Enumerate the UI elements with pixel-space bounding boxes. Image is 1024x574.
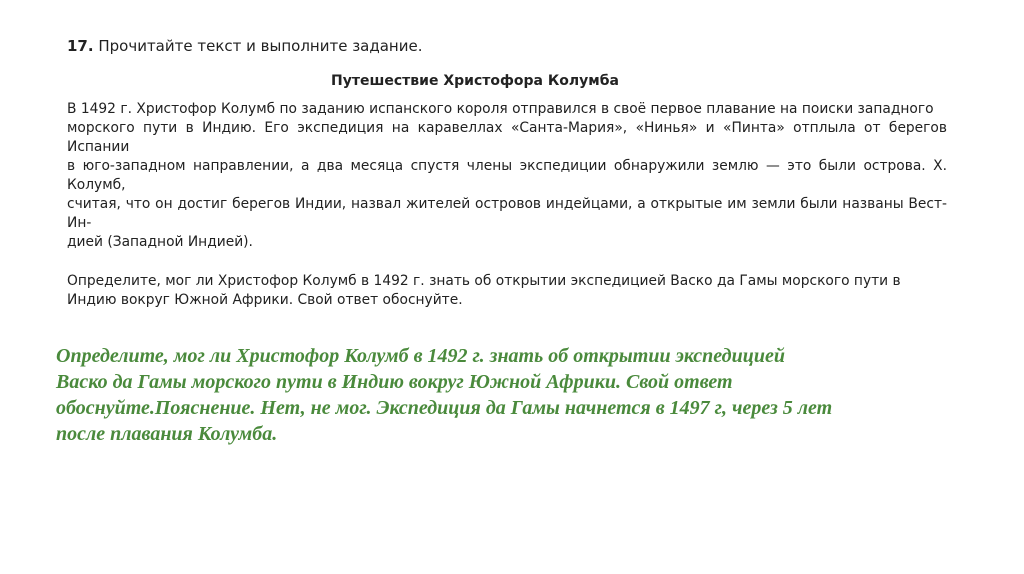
task-header (67, 36, 947, 56)
text-title: Путешествие Христофора Колумба (331, 73, 619, 89)
task-question: Определите, мог ли Христофор Колумб в 1492 г. знать об открытии экспедицией Васко да Гамы морского пути в Индию вокруг Южной Африки. Свой ответ обоснуйте. (67, 273, 901, 308)
answer-text: Определите, мог ли Христофор Колумб в 1492 г. знать об открытии экспедицией Васко да Гамы морского пути в Индию вокруг Южной Африки. Свой ответ обоснуйте.Пояснение. Нет, не мог. Экспедиция да Гамы начнется в 1497 г, через 5 лет после плавания Колумба. (56, 345, 833, 445)
text-paragraph: В 1492 г. Христофор Колумб по заданию испанского короля отправился в своё первое плавание на поиски западного морского пути в Индию. Его экспедиция на каравеллах «Санта-Мария», «Нинья» и «Пинта» отплыла от берегов Испании в юго-западном направлении, а два месяца спустя члены экспедиции обнаружили землю — это были острова. Х. Колумб, считая, что он достиг берегов Индии, назвал жителей островов индейцами, а открытые им земли были названы Вест-Ин- дией (Западной Индией). (67, 101, 947, 250)
task-instruction: Прочитайте текст и выполните задание. (98, 37, 423, 55)
task-number: 17. (67, 37, 94, 55)
task-block (67, 36, 947, 310)
